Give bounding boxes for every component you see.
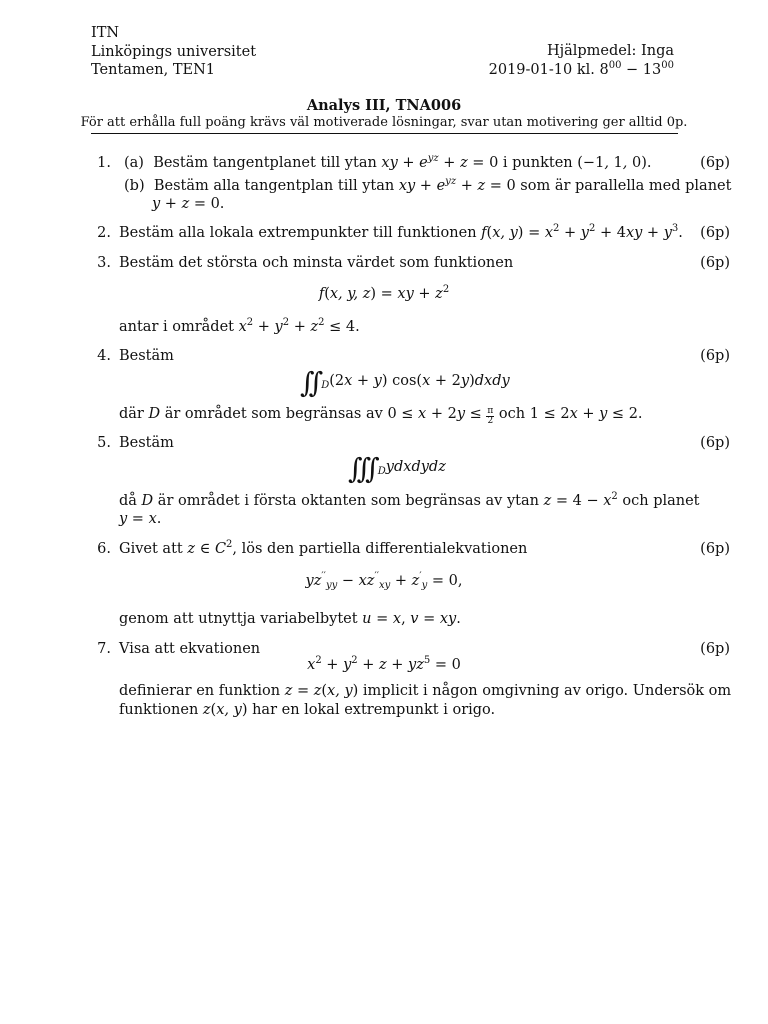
header-dept: ITN	[91, 25, 120, 41]
problem-7-points: (6p)	[700, 641, 730, 657]
problem-4-number: 4.	[97, 348, 111, 364]
problem-7-line1: definierar en funktion z = z(x, y) implicit i någon omgivning av origo. Undersök om	[119, 683, 732, 699]
problem-6-text: Givet att z ∈ $C^2$, lös den partiella differentialekvationen	[119, 539, 528, 557]
problem-4-region: där D är området som begränsas av 0 ≤ x + 2y ≤ $\frac{\pi}{2}$ och 1 ≤ 2x + y ≤ 2.	[119, 406, 643, 426]
problem-5-region: då D är området i första oktanten som begränsas av ytan $z = 4 - x^2$ och planet	[119, 491, 700, 509]
title-rule	[91, 133, 678, 134]
problem-3-number: 3.	[97, 255, 111, 271]
problem-6-points: (6p)	[700, 541, 730, 557]
header-left	[91, 24, 256, 80]
header-aids: Hjälpmedel: Inga	[546, 43, 674, 59]
problem-5-integral: ∫∫∫ $_D$ydxdydz	[348, 452, 446, 485]
problem-1-points: (6p)	[700, 155, 730, 171]
header-datetime: 2019-01-10 kl. $8^{00} - 13^{00}$	[488, 59, 674, 78]
problem-7-number: 7.	[97, 641, 111, 657]
problem-7-text: Visa att ekvationen	[119, 641, 261, 657]
problem-5-plane: y = x.	[119, 511, 162, 527]
problem-6-number: 6.	[97, 541, 111, 557]
problem-1-number: 1.	[97, 155, 111, 171]
problem-5-text: Bestäm	[119, 435, 174, 451]
problem-4-integral: ∫∫ $_D$(2x + y) cos(x + 2y)dxdy	[300, 366, 510, 399]
problem-2-text: Bestäm alla lokala extrempunkter till funktionen f(x, $y) = x^2 + y^2 + 4xy + y^3$.	[119, 223, 683, 241]
header-university: Linköpings universitet	[91, 43, 257, 60]
problem-2-points: (6p)	[700, 225, 730, 241]
problem-6-pde: $yz''_{yy} - xz''_{xy} + z'_y = 0$,	[305, 571, 463, 591]
problem-4-text: Bestäm	[119, 348, 174, 364]
problem-4-points: (6p)	[700, 348, 730, 364]
problem-1b: (b) Bestäm alla tangentplan till ytan xy + $e^{yz} + z = 0$ som är parallella med planet	[124, 176, 732, 194]
problem-7-line2: funktionen z(x, y) har en lokal extrempunkt i origo.	[119, 702, 496, 718]
header-exam: Tentamen, TEN1	[91, 62, 215, 78]
problem-5-points: (6p)	[700, 435, 730, 451]
problem-7-equation: $x^2 + y^2 + z + yz^5 = 0$	[307, 655, 461, 673]
exam-title: Analys III, TNA006	[306, 97, 462, 114]
exam-instructions: För att erhålla full poäng krävs väl motiverade lösningar, svar utan motivering ger alltid 0p.	[80, 115, 688, 130]
problem-2-number: 2.	[97, 225, 111, 241]
problem-1a: (a) Bestäm tangentplanet till ytan xy + $e^{yz} + z = 0$ i punkten (−1, 1, 0).	[124, 153, 652, 171]
problem-1b-plane: y + z = 0.	[152, 196, 225, 212]
problem-6-substitution: genom att utnyttja variabelbytet u = x, v = xy.	[119, 611, 461, 627]
problem-3-text: Bestäm det största och minsta värdet som funktionen	[119, 255, 514, 271]
header-right	[489, 42, 674, 79]
problem-3-points: (6p)	[700, 255, 730, 271]
problem-3-region: antar i området $x^2 + y^2 + z^2 \le 4$.	[119, 317, 360, 335]
problem-3-formula: f(x, y, z) = xy + $z^2$	[318, 284, 450, 302]
problem-5-number: 5.	[97, 435, 111, 451]
